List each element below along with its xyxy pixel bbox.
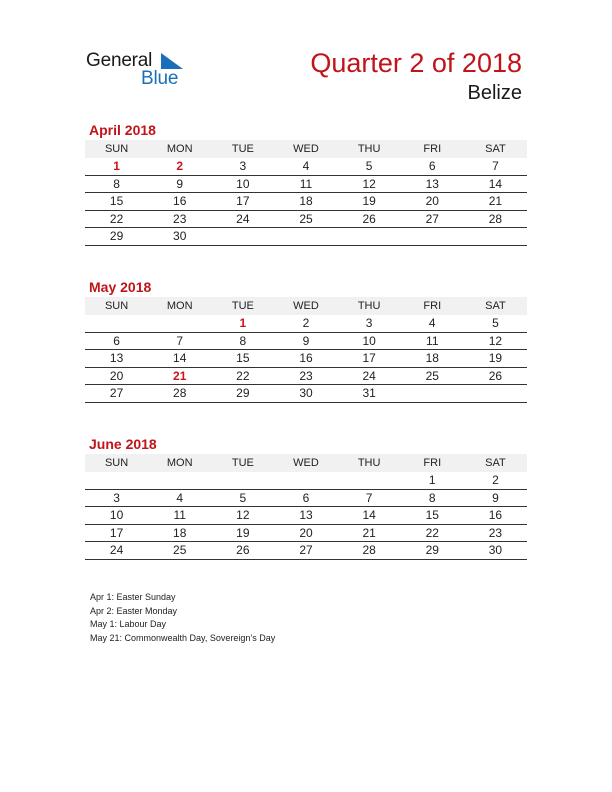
day-cell: 29 <box>211 385 274 403</box>
day-cell: 1 <box>211 315 274 332</box>
day-cell: 25 <box>274 210 337 228</box>
day-cell: 16 <box>274 350 337 368</box>
day-cell: 13 <box>274 507 337 525</box>
day-cell: 3 <box>85 489 148 507</box>
page-title: Quarter 2 of 2018 <box>310 48 522 78</box>
week-row <box>85 332 527 350</box>
day-cell: 29 <box>401 542 464 560</box>
day-cell: 14 <box>148 350 211 368</box>
day-cell: 16 <box>464 507 527 525</box>
holiday-note: Apr 2: Easter Monday <box>90 605 178 616</box>
day-cell: 27 <box>85 385 148 403</box>
empty-day-cell <box>148 472 211 489</box>
empty-day-cell <box>85 472 148 489</box>
empty-day-cell <box>85 315 148 332</box>
day-cell: 10 <box>85 507 148 525</box>
weekday-header: TUE <box>211 454 274 472</box>
day-cell: 18 <box>148 524 211 542</box>
day-cell: 4 <box>401 315 464 332</box>
month-table <box>85 297 527 403</box>
empty-day-cell <box>274 472 337 489</box>
weekday-header: SAT <box>464 454 527 472</box>
day-cell: 14 <box>338 507 401 525</box>
day-cell: 26 <box>464 367 527 385</box>
weekday-header: SUN <box>85 140 148 158</box>
empty-day-cell <box>464 228 527 246</box>
empty-day-cell <box>274 228 337 246</box>
day-cell: 1 <box>401 472 464 489</box>
day-cell: 8 <box>211 332 274 350</box>
weekday-header: MON <box>148 297 211 315</box>
day-cell: 7 <box>338 489 401 507</box>
day-cell: 6 <box>401 158 464 175</box>
day-cell: 11 <box>401 332 464 350</box>
day-cell: 13 <box>401 175 464 193</box>
holiday-notes <box>90 591 275 645</box>
month-title: April 2018 <box>89 122 156 138</box>
week-row <box>85 175 527 193</box>
weekday-header: SUN <box>85 297 148 315</box>
weekday-header: TUE <box>211 297 274 315</box>
weekday-header: MON <box>148 140 211 158</box>
day-cell: 21 <box>148 367 211 385</box>
day-cell: 24 <box>338 367 401 385</box>
day-cell: 2 <box>464 472 527 489</box>
weekday-header: THU <box>338 297 401 315</box>
day-cell: 9 <box>274 332 337 350</box>
week-row <box>85 367 527 385</box>
day-cell: 25 <box>401 367 464 385</box>
day-cell: 17 <box>211 193 274 211</box>
week-row <box>85 385 527 403</box>
country-name: Belize <box>467 82 522 104</box>
day-cell: 12 <box>211 507 274 525</box>
weekday-header: TUE <box>211 140 274 158</box>
day-cell: 3 <box>211 158 274 175</box>
day-cell: 15 <box>85 193 148 211</box>
day-cell: 28 <box>148 385 211 403</box>
day-cell: 11 <box>274 175 337 193</box>
day-cell: 15 <box>401 507 464 525</box>
day-cell: 11 <box>148 507 211 525</box>
holiday-note: May 1: Labour Day <box>90 619 167 629</box>
week-row <box>85 210 527 228</box>
day-cell: 2 <box>148 158 211 175</box>
day-cell: 6 <box>274 489 337 507</box>
month-calendar <box>85 434 527 560</box>
day-cell: 8 <box>85 175 148 193</box>
day-cell: 18 <box>274 193 337 211</box>
holiday-note: Apr 1: Easter Sunday <box>90 592 176 602</box>
weekday-header: MON <box>148 454 211 472</box>
day-cell: 4 <box>148 489 211 507</box>
day-cell: 5 <box>464 315 527 332</box>
day-cell: 10 <box>338 332 401 350</box>
weekday-header: SAT <box>464 297 527 315</box>
empty-day-cell <box>211 472 274 489</box>
logo-text-general: General <box>86 50 153 71</box>
empty-day-cell <box>401 228 464 246</box>
day-cell: 24 <box>211 210 274 228</box>
day-cell: 19 <box>464 350 527 368</box>
weekday-header: SUN <box>85 454 148 472</box>
day-cell: 5 <box>338 158 401 175</box>
day-cell: 10 <box>211 175 274 193</box>
week-row <box>85 228 527 246</box>
weekday-header: THU <box>338 140 401 158</box>
empty-day-cell <box>464 385 527 403</box>
day-cell: 25 <box>148 542 211 560</box>
week-row <box>85 507 527 525</box>
day-cell: 7 <box>464 158 527 175</box>
day-cell: 8 <box>401 489 464 507</box>
day-cell: 30 <box>148 228 211 246</box>
month-table <box>85 454 527 560</box>
week-row <box>85 158 527 175</box>
day-cell: 21 <box>338 524 401 542</box>
weekday-header: FRI <box>401 140 464 158</box>
day-cell: 21 <box>464 193 527 211</box>
day-cell: 17 <box>85 524 148 542</box>
day-cell: 26 <box>338 210 401 228</box>
day-cell: 4 <box>274 158 337 175</box>
weekday-header: WED <box>274 454 337 472</box>
month-title: June 2018 <box>89 436 157 452</box>
day-cell: 13 <box>85 350 148 368</box>
weekday-header: WED <box>274 297 337 315</box>
day-cell: 22 <box>211 367 274 385</box>
empty-day-cell <box>211 228 274 246</box>
day-cell: 30 <box>274 385 337 403</box>
week-row <box>85 542 527 560</box>
day-cell: 3 <box>338 315 401 332</box>
weekday-header: FRI <box>401 297 464 315</box>
day-cell: 9 <box>148 175 211 193</box>
day-cell: 28 <box>464 210 527 228</box>
day-cell: 23 <box>464 524 527 542</box>
day-cell: 7 <box>148 332 211 350</box>
day-cell: 26 <box>211 542 274 560</box>
day-cell: 12 <box>338 175 401 193</box>
day-cell: 24 <box>85 542 148 560</box>
weekday-header-row <box>85 140 527 158</box>
day-cell: 2 <box>274 315 337 332</box>
day-cell: 22 <box>401 524 464 542</box>
day-cell: 1 <box>85 158 148 175</box>
empty-day-cell <box>401 385 464 403</box>
general-blue-logo <box>86 50 206 90</box>
weekday-header: THU <box>338 454 401 472</box>
weekday-header-row <box>85 297 527 315</box>
week-row <box>85 350 527 368</box>
weekday-header: WED <box>274 140 337 158</box>
week-row <box>85 315 527 332</box>
week-row <box>85 193 527 211</box>
day-cell: 27 <box>401 210 464 228</box>
day-cell: 14 <box>464 175 527 193</box>
week-row <box>85 489 527 507</box>
day-cell: 20 <box>85 367 148 385</box>
day-cell: 30 <box>464 542 527 560</box>
weekday-header-row <box>85 454 527 472</box>
day-cell: 28 <box>338 542 401 560</box>
day-cell: 16 <box>148 193 211 211</box>
day-cell: 19 <box>338 193 401 211</box>
month-title: May 2018 <box>89 279 152 295</box>
day-cell: 22 <box>85 210 148 228</box>
day-cell: 20 <box>401 193 464 211</box>
month-calendar <box>85 120 527 246</box>
week-row <box>85 524 527 542</box>
month-calendar <box>85 277 527 403</box>
logo-text-blue: Blue <box>141 68 179 89</box>
week-row <box>85 472 527 489</box>
holiday-note: May 21: Commonwealth Day, Sovereign’s Day <box>90 632 276 643</box>
day-cell: 18 <box>401 350 464 368</box>
empty-day-cell <box>148 315 211 332</box>
day-cell: 23 <box>148 210 211 228</box>
day-cell: 17 <box>338 350 401 368</box>
day-cell: 29 <box>85 228 148 246</box>
day-cell: 9 <box>464 489 527 507</box>
empty-day-cell <box>338 228 401 246</box>
day-cell: 5 <box>211 489 274 507</box>
weekday-header: SAT <box>464 140 527 158</box>
day-cell: 20 <box>274 524 337 542</box>
day-cell: 12 <box>464 332 527 350</box>
day-cell: 27 <box>274 542 337 560</box>
day-cell: 6 <box>85 332 148 350</box>
empty-day-cell <box>338 472 401 489</box>
day-cell: 19 <box>211 524 274 542</box>
day-cell: 15 <box>211 350 274 368</box>
day-cell: 31 <box>338 385 401 403</box>
weekday-header: FRI <box>401 454 464 472</box>
month-table <box>85 140 527 246</box>
day-cell: 23 <box>274 367 337 385</box>
